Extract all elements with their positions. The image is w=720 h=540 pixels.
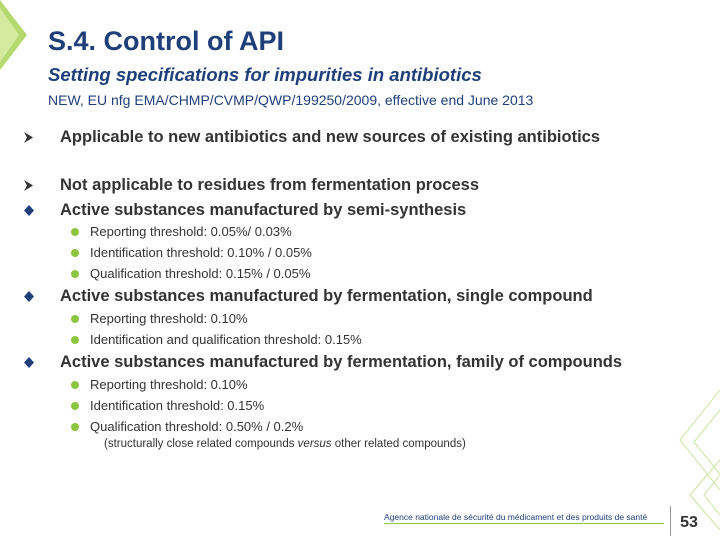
- sub-bullet-item: [90, 310, 650, 328]
- sub-bullet-text: Identification threshold: 0.10% / 0.05%: [90, 245, 312, 260]
- sub-bullet-text: Reporting threshold: 0.10%: [90, 311, 248, 326]
- arrow-bullet-icon: [22, 176, 36, 195]
- page-title: S.4. Control of API: [48, 26, 284, 56]
- bullet-text: Active substances manufactured by semi-synthesis: [60, 201, 467, 219]
- sub-bullet-text: Qualification threshold: 0.15% / 0.05%: [90, 266, 311, 281]
- bullet-text: Not applicable to residues from fermentation process: [60, 176, 480, 194]
- green-dot-icon: [71, 315, 79, 323]
- guideline-reference: NEW, EU nfg EMA/CHMP/CVMP/QWP/199250/2009, effective end June 2013: [48, 92, 534, 108]
- sub-bullet-item: [90, 397, 650, 415]
- note-text-after: other related compounds): [331, 438, 466, 450]
- page-number-divider: [670, 506, 671, 536]
- bullet-text: Applicable to new antibiotics and new sources of existing antibiotics: [60, 128, 601, 146]
- footer-divider: [384, 523, 664, 524]
- bullet-item: [60, 287, 660, 306]
- green-dot-icon: [71, 423, 79, 431]
- diamond-bullet-icon: [22, 287, 36, 306]
- diamond-bullet-icon: [22, 353, 36, 372]
- sub-bullet-text: Reporting threshold: 0.05%/ 0.03%: [90, 224, 292, 239]
- green-dot-icon: [71, 249, 79, 257]
- sub-bullet-item: [90, 331, 650, 349]
- bullet-item: [60, 176, 660, 195]
- sub-bullet-text: Identification threshold: 0.15%: [90, 398, 265, 413]
- bullet-item: [60, 201, 660, 220]
- corner-decoration-top-left: [0, 0, 30, 80]
- diamond-bullet-icon: [22, 201, 36, 220]
- sub-bullet-item: [90, 376, 650, 394]
- sub-bullet-item: [90, 418, 650, 436]
- note-text-before: (structurally close related compounds: [104, 438, 298, 450]
- green-dot-icon: [71, 336, 79, 344]
- footer-agency-name: Agence nationale de sécurité du médicament et des produits de santé: [384, 512, 648, 522]
- sub-bullet-text: Reporting threshold: 0.10%: [90, 377, 248, 392]
- sub-bullet-item: [90, 265, 650, 283]
- sub-bullet-item: [90, 244, 650, 262]
- bullet-text: Active substances manufactured by fermentation, single compound: [60, 287, 593, 305]
- green-dot-icon: [71, 381, 79, 389]
- sub-bullet-text: Identification and qualification threshold: 0.15%: [90, 332, 362, 347]
- sub-bullet-item: [90, 223, 650, 241]
- sub-bullet-text: Qualification threshold: 0.50% / 0.2%: [90, 419, 304, 434]
- bullet-item: [60, 128, 660, 147]
- green-dot-icon: [71, 402, 79, 410]
- note-text-italic: versus: [297, 438, 332, 450]
- bullet-item: [60, 353, 660, 372]
- arrow-bullet-icon: [22, 128, 36, 147]
- slide-subtitle: Setting specifications for impurities in antibiotics: [48, 64, 482, 85]
- green-dot-icon: [71, 228, 79, 236]
- bullet-text: Active substances manufactured by fermentation, family of compounds: [60, 353, 623, 371]
- comparison-note: [104, 438, 466, 450]
- green-dot-icon: [71, 270, 79, 278]
- page-number: 53: [680, 514, 698, 531]
